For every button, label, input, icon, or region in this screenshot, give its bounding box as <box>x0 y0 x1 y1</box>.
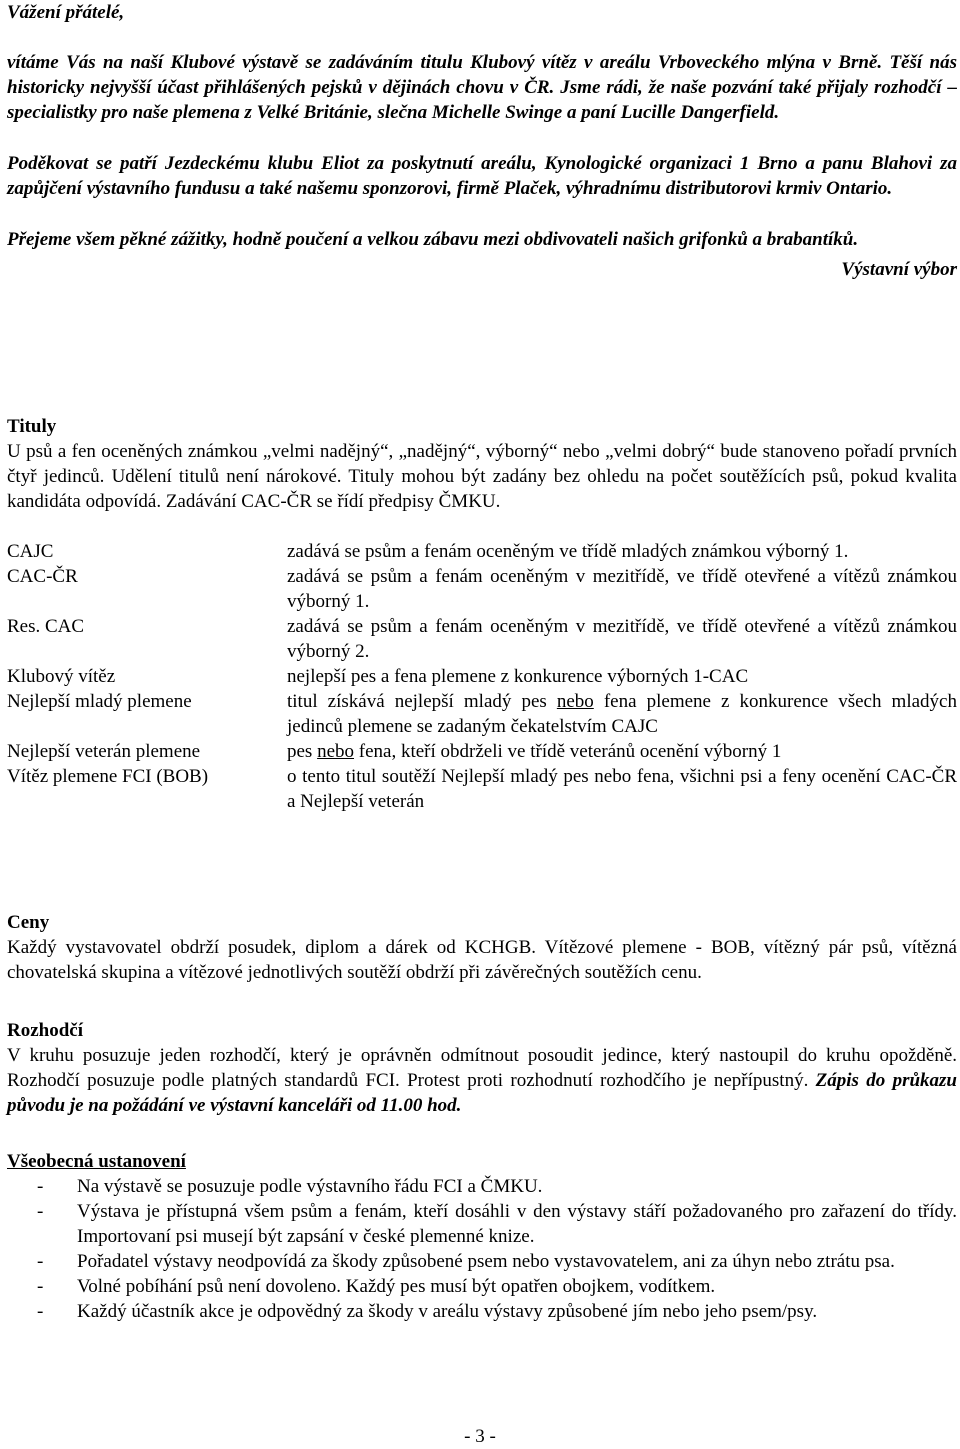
rozhodci-body: V kruhu posuzuje jeden rozhodčí, který je oprávněn odmítnout posoudit jedince, který nastoupil do kruhu opožděně. Rozhodčí posuzuje podle platných standardů FCI. Protest proti rozhodnutí rozhodčího je nepřípustný. <box>7 1045 957 1091</box>
list-item: - Každý účastník akce je odpovědný za škody v areálu výstavy způsobené jím nebo jeho psem/psy. <box>37 1301 818 1322</box>
title-row <box>7 564 957 614</box>
list-item-text: Volné pobíhání psů není dovoleno. Každý pes musí být opatřen obojkem, vodítkem. <box>77 1276 716 1297</box>
definition-text: fena, kteří obdrželi ve třídě veteránů ocenění výborný 1 <box>354 741 782 762</box>
title-term: Nejlepší mladý plemene <box>7 691 192 712</box>
ceny-heading: Ceny <box>7 912 50 933</box>
intro-paragraph-1: vítáme Vás na naší Klubové výstavě se zadáváním titulu Klubový vítěz v areálu Vrboveckého mlýna v Brně. Těší nás historicky nejvyšší účast přihlášených pejsků v dějinách chovu v ČR. Jsme rádi, že naše pozvání také přijaly rozhodčí – specialistky pro naše plemena z Velké Británie, slečna Michelle Swinge a paní Lucille Dangerfield. <box>7 52 957 123</box>
title-row <box>7 739 957 764</box>
list-item-text: Výstava je přístupná všem psům a fenám, kteří dosáhli v den výstavy stáří požadovaného pro zařazení do třídy. Importovaní psi musejí být zapsání v české plemenné knize. <box>77 1201 957 1247</box>
title-term: CAJC <box>7 541 54 562</box>
intro-paragraph-2: Poděkovat se patří Jezdeckému klubu Eliot za poskytnutí areálu, Kynologické organizaci 1 Brno a panu Blahovi za zapůjčení výstavního fundusu a také našemu sponzorovi, firmě Plaček, výhradnímu distributorovi krmiv Ontario. <box>7 153 957 199</box>
tituly-section <box>7 414 957 814</box>
rozhodci-emphasis: Zápis do průkazu původu je na požádání ve výstavní kanceláři od 11.00 hod. <box>7 1070 957 1116</box>
underlined-word: nebo <box>556 691 594 712</box>
definition-text: fena plemene z konkurence všech mladých jedinců plemene se zadaným čekatelstvím CAJC <box>287 691 957 737</box>
title-term: Nejlepší veterán plemene <box>7 741 201 762</box>
list-item: - Volné pobíhání psů není dovoleno. Každý pes musí být opatřen obojkem, vodítkem. <box>37 1276 716 1297</box>
greeting: Vážení přátelé, <box>7 2 125 23</box>
rozhodci-section <box>7 1018 957 1118</box>
ceny-text: Každý vystavovatel obdrží posudek, diplom a dárek od KCHGB. Vítězové plemene - BOB, vítězný pár psů, vítězná chovatelská skupina a vítězové jednotlivých soutěží obdrží při závěrečných soutěžích cenu. <box>7 937 957 983</box>
page-number: - 3 - <box>464 1426 496 1447</box>
ceny-section <box>7 910 957 985</box>
title-term: Vítěz plemene FCI (BOB) <box>7 766 209 787</box>
underlined-word: nebo <box>317 741 355 762</box>
title-definition <box>287 739 957 764</box>
rozhodci-heading: Rozhodčí <box>7 1020 83 1041</box>
list-item-text: Na výstavě se posuzuje podle výstavního řádu FCI a ČMKU. <box>77 1176 543 1197</box>
rozhodci-text <box>7 1043 957 1118</box>
title-definition: nejlepší pes a fena plemene z konkurence výborných 1-CAC <box>287 666 749 687</box>
list-item-text: Pořadatel výstavy neodpovídá za škody způsobené psem nebo vystavovatelem, ani za úhyn nebo ztrátu psa. <box>77 1251 895 1272</box>
title-row <box>7 539 957 564</box>
list-item: - Na výstavě se posuzuje podle výstavního řádu FCI a ČMKU. <box>37 1176 543 1197</box>
title-row <box>7 689 957 739</box>
title-row <box>7 664 957 689</box>
ustanoveni-heading: Všeobecná ustanovení <box>7 1151 186 1172</box>
definition-text: pes <box>287 741 318 762</box>
title-definition: o tento titul soutěží Nejlepší mladý pes nebo fena, všichni psi a feny ocenění CAC-ČR a Nejlepší veterán <box>287 766 957 812</box>
list-item: - Pořadatel výstavy neodpovídá za škody způsobené psem nebo vystavovatelem, ani za úhyn nebo ztrátu psa. <box>37 1251 895 1272</box>
title-definition: zadává se psům a fenám oceněným v mezitřídě, ve třídě otevřené a vítězů známkou výborný 2. <box>287 616 957 662</box>
title-definition: zadává se psům a fenám oceněným v mezitřídě, ve třídě otevřené a vítězů známkou výborný 1. <box>287 566 957 612</box>
title-row <box>7 764 957 814</box>
title-term: Klubový vítěz <box>7 666 116 687</box>
titles-list <box>7 539 957 814</box>
ustanoveni-section <box>7 1149 957 1324</box>
list-item-text: Každý účastník akce je odpovědný za škody v areálu výstavy způsobené jím nebo jeho psem/psy. <box>77 1301 818 1322</box>
signature: Výstavní výbor <box>841 259 957 280</box>
title-term: Res. CAC <box>7 616 85 637</box>
title-term: CAC-ČR <box>7 566 78 587</box>
intro-section <box>7 0 957 282</box>
rules-list <box>7 1174 957 1324</box>
title-row <box>7 614 957 664</box>
title-definition <box>287 689 957 739</box>
tituly-text: U psů a fen oceněných známkou „velmi nadějný“, „nadějný“, výborný“ nebo „velmi dobrý“ bude stanoveno pořadí prvních čtyř jedinců. Udělení titulů není nárokové. Tituly mohou být zadány bez ohledu na počet soutěžících psů, pokud kvalita kandidáta odpovídá. Zadávání CAC-ČR se řídí předpisy ČMKU. <box>7 441 957 512</box>
list-item: - Výstava je přístupná všem psům a fenám, kteří dosáhli v den výstavy stáří požadovaného pro zařazení do třídy. Importovaní psi musejí být zapsání v české plemenné knize. <box>37 1201 957 1247</box>
intro-paragraph-3: Přejeme všem pěkné zážitky, hodně poučení a velkou zábavu mezi obdivovateli našich grifonků a brabantíků. <box>7 229 859 250</box>
tituly-heading: Tituly <box>7 416 57 437</box>
definition-text: titul získává nejlepší mladý pes <box>287 691 557 712</box>
title-definition: zadává se psům a fenám oceněným ve třídě mladých známkou výborný 1. <box>287 541 849 562</box>
